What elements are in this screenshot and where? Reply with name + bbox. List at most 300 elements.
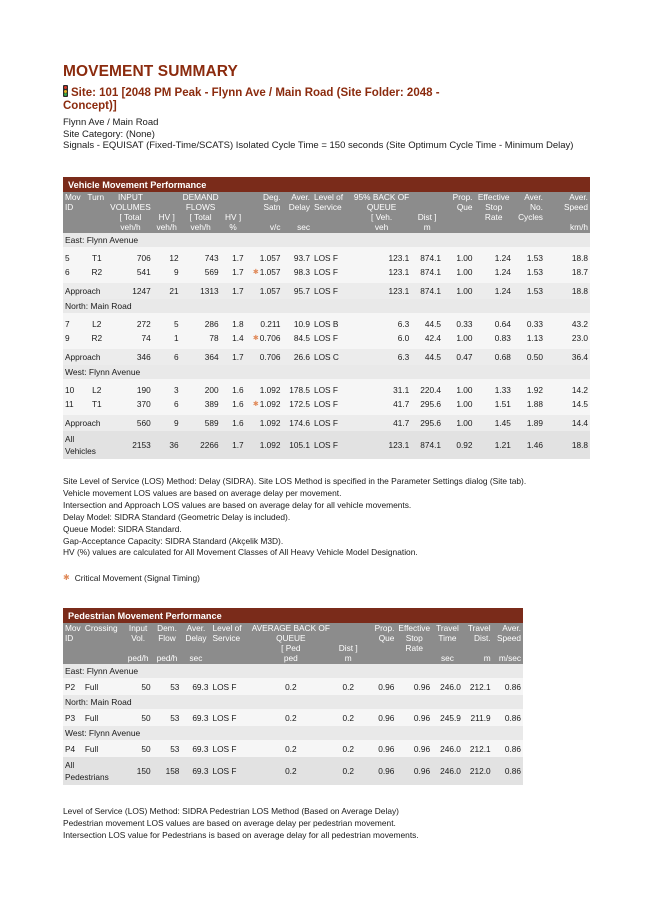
column-header: veh/h (108, 222, 153, 233)
cell-value: 0.706 (259, 333, 281, 343)
column-header: m/sec (493, 653, 523, 664)
cell-flow: 53 (153, 678, 182, 695)
cell-spd: 36.4 (545, 349, 590, 365)
cell-turn: L2 (85, 317, 108, 331)
column-header: QUEUE (352, 202, 411, 212)
cell-cyc: 1.92 (513, 383, 545, 397)
cell-que: 0.96 (365, 709, 397, 726)
cell-cyc: 0.50 (513, 349, 545, 365)
cell-dhv: 1.6 (221, 383, 246, 397)
cell-los: LOS F (312, 431, 352, 459)
cell-id: P2 (63, 678, 83, 695)
column-header (493, 643, 523, 653)
column-header: Speed (493, 633, 523, 643)
cell-cyc: 1.53 (513, 251, 545, 265)
cell-satn (246, 331, 283, 345)
column-header: Rate (475, 212, 513, 222)
cell-delay: 10.9 (283, 317, 312, 331)
column-header: sec (432, 653, 463, 664)
cell-dtot: 589 (181, 415, 221, 431)
column-header: INPUT (108, 192, 153, 202)
approach-name: West: Flynn Avenue (63, 365, 590, 379)
cell-spd: 18.7 (545, 265, 590, 279)
cell-delay: 69.3 (181, 757, 210, 785)
cell-veh: 6.0 (352, 331, 411, 345)
cell-spd: 14.4 (545, 415, 590, 431)
cell-spd: 0.86 (493, 678, 523, 695)
column-header: Time (432, 633, 463, 643)
cell-tot: 74 (108, 331, 153, 345)
cell-crossing: Full (83, 740, 124, 757)
all-vehicles-row (63, 431, 590, 459)
column-header: Crossing (83, 623, 124, 633)
approach-group-header (63, 299, 590, 313)
cell-id: P4 (63, 740, 83, 757)
cell-stop: 1.24 (475, 265, 513, 279)
column-header: No. (513, 202, 545, 212)
cell-los: LOS F (210, 678, 249, 695)
cell-stop: 1.33 (475, 383, 513, 397)
column-header: km/h (545, 222, 590, 233)
note-line: Gap-Acceptance Capacity: SIDRA Standard (Akçelik M3D). (63, 535, 284, 546)
cell-hv: 36 (153, 431, 181, 459)
crossing-group-header (63, 726, 523, 740)
approach-name: East: Flynn Avenue (63, 664, 523, 678)
header-row (63, 222, 590, 233)
cell-dist: 0.2 (332, 678, 365, 695)
cell-los: LOS F (210, 740, 249, 757)
cell-que: 0.92 (443, 431, 474, 459)
cell-cyc: 1.13 (513, 331, 545, 345)
column-header: HV ] (153, 212, 181, 222)
cell-hv: 12 (153, 251, 181, 265)
column-header (83, 643, 124, 653)
cell-los: LOS B (312, 317, 352, 331)
cell-dist: 874.1 (411, 265, 443, 279)
cell-delay: 69.3 (181, 678, 210, 695)
column-header (463, 643, 493, 653)
cell-value: 1.057 (259, 267, 281, 277)
column-header: AVERAGE BACK OF (251, 623, 330, 633)
cell-que: 1.00 (443, 383, 474, 397)
column-header: Aver. (493, 623, 523, 633)
site-title-text: Site: 101 [2048 PM Peak - Flynn Ave / Main Road (Site Folder: 2048 - Concept)] (63, 87, 440, 112)
column-header: Aver. (283, 192, 312, 202)
cell-tdist: 212.1 (463, 740, 493, 757)
header-row (63, 202, 590, 212)
cell-stop: 0.96 (396, 678, 432, 695)
header-row (63, 653, 523, 664)
approach-label: Approach (63, 415, 108, 431)
table-row (63, 331, 590, 345)
cell-dist: 220.4 (411, 383, 443, 397)
vehicles-label: Vehicles (65, 446, 96, 456)
cell-tot: 370 (108, 397, 153, 411)
cell-ped: 0.2 (250, 709, 332, 726)
column-header (85, 212, 108, 222)
approach-group-header (63, 233, 590, 247)
column-header (411, 192, 443, 202)
column-header: Level of (312, 192, 352, 202)
cell-stop: 0.96 (396, 709, 432, 726)
cell-id: 5 (63, 251, 85, 265)
column-header: Input (124, 623, 153, 633)
cell-tdist: 212.1 (463, 678, 493, 695)
cell-dhv: 1.7 (221, 283, 246, 299)
column-header: [ Total (108, 212, 153, 222)
vehicle-notes (63, 476, 583, 559)
cell-los: LOS F (312, 265, 352, 279)
column-header (85, 222, 108, 233)
column-header (83, 653, 124, 664)
table-row (63, 251, 590, 265)
approach-group-header (63, 365, 590, 379)
note-line: Delay Model: SIDRA Standard (Geometric Delay is included). (63, 511, 291, 522)
cell-satn (246, 265, 283, 279)
cell-dist: 0.2 (332, 709, 365, 726)
column-header: Stop (396, 633, 432, 643)
cell-spd: 0.86 (493, 757, 523, 785)
column-header: Que (443, 202, 474, 212)
table-title: Pedestrian Movement Performance (63, 608, 523, 623)
cell-los: LOS C (312, 349, 352, 365)
crossing-group-header (63, 664, 523, 678)
cell-spd: 18.8 (545, 431, 590, 459)
cell-spd: 18.8 (545, 251, 590, 265)
cell-id: 6 (63, 265, 85, 279)
column-header: ID (63, 633, 83, 643)
approach-name: East: Flynn Avenue (63, 233, 590, 247)
cell-dist: 44.5 (411, 349, 443, 365)
cell-vol: 50 (124, 678, 153, 695)
cell-los: LOS F (210, 709, 249, 726)
column-header: sec (181, 653, 210, 664)
cell-id: 9 (63, 331, 85, 345)
column-header (83, 633, 124, 643)
column-header: 95% BACK OF (353, 192, 410, 202)
critical-movement-icon: ✱ (252, 269, 259, 276)
approach-name: North: Main Road (63, 299, 590, 313)
cell-los: LOS F (312, 383, 352, 397)
column-header: veh/h (153, 222, 181, 233)
column-header (513, 222, 545, 233)
cell-que: 1.00 (443, 251, 474, 265)
cell-hv: 6 (153, 397, 181, 411)
cell-delay: 69.3 (181, 740, 210, 757)
column-header: Turn (85, 192, 108, 202)
column-header: Flow (153, 633, 182, 643)
column-header (63, 643, 83, 653)
column-header: veh (352, 222, 411, 233)
cell-dist: 42.4 (411, 331, 443, 345)
cell-flow: 53 (153, 740, 182, 757)
header-row (63, 212, 590, 222)
cell-dist: 0.2 (332, 740, 365, 757)
site-title (63, 85, 483, 113)
cell-vol: 50 (124, 740, 153, 757)
cell-tot: 2153 (108, 431, 153, 459)
cell-dhv: 1.8 (221, 317, 246, 331)
cell-dtot: 1313 (181, 283, 221, 299)
note-line: Level of Service (LOS) Method: SIDRA Pedestrian LOS Method (Based on Average Delay) (63, 806, 399, 816)
column-header: Vol. (124, 633, 153, 643)
column-header: Dist ] (411, 212, 443, 222)
cell-flow: 53 (153, 709, 182, 726)
cell-dtot: 2266 (181, 431, 221, 459)
column-header (443, 222, 474, 233)
cell-dtot: 78 (181, 331, 221, 345)
cell-value: 1.092 (259, 399, 281, 409)
column-header (153, 192, 181, 202)
pedestrian-movement-table (63, 608, 523, 785)
cell-dist: 295.6 (411, 397, 443, 411)
column-header (124, 643, 153, 653)
cell-dist: 874.1 (411, 283, 443, 299)
cell-dhv: 1.6 (221, 397, 246, 411)
cell-los: LOS F (312, 283, 352, 299)
cell-dhv: 1.7 (221, 251, 246, 265)
column-header: Cycles (513, 212, 545, 222)
cell-veh: 31.1 (352, 383, 411, 397)
column-header (475, 222, 513, 233)
cell-spd: 0.86 (493, 740, 523, 757)
column-header: Dist ] (332, 643, 365, 653)
cell-dhv: 1.4 (221, 331, 246, 345)
cell-tot: 706 (108, 251, 153, 265)
column-header: Satn (246, 202, 283, 212)
cell-spd: 43.2 (545, 317, 590, 331)
cell-time: 246.0 (432, 678, 463, 695)
cell-dhv: 1.7 (221, 349, 246, 365)
cell-cyc: 1.46 (513, 431, 545, 459)
cell-delay: 95.7 (283, 283, 312, 299)
column-header: Rate (396, 643, 432, 653)
cell-los: LOS F (312, 251, 352, 265)
cell-delay: 98.3 (283, 265, 312, 279)
cell-time: 246.0 (432, 740, 463, 757)
approach-total-row (63, 349, 590, 365)
column-header (210, 643, 249, 653)
cell-stop: 1.45 (475, 415, 513, 431)
critical-legend-text: Critical Movement (Signal Timing) (74, 573, 200, 583)
table-row (63, 317, 590, 331)
cell-los: LOS F (312, 331, 352, 345)
cell-cyc: 1.89 (513, 415, 545, 431)
cell-vol: 50 (124, 709, 153, 726)
approach-label: Approach (63, 283, 108, 299)
cell-que: 1.00 (443, 265, 474, 279)
cell-vol: 150 (124, 757, 153, 785)
column-header (246, 212, 283, 222)
cell-hv: 5 (153, 317, 181, 331)
cell-satn: 1.092 (246, 431, 283, 459)
critical-movement-icon: ✱ (252, 401, 259, 408)
critical-legend (63, 573, 200, 583)
column-header: Service (210, 633, 249, 643)
cell-crossing: Full (83, 709, 124, 726)
column-header: FLOWS (181, 202, 221, 212)
cell-dist: 874.1 (411, 251, 443, 265)
column-header (432, 643, 463, 653)
pedestrians-label: Pedestrians (65, 772, 109, 782)
cell-stop: 0.64 (475, 317, 513, 331)
column-header (545, 212, 590, 222)
approach-name: North: Main Road (63, 695, 523, 709)
column-header (63, 212, 85, 222)
cell-los: LOS F (312, 415, 352, 431)
note-line: Pedestrian movement LOS values are based on average delay per pedestrian movement. (63, 817, 396, 828)
header-row (63, 643, 523, 653)
column-header (153, 202, 181, 212)
cell-tot: 190 (108, 383, 153, 397)
column-header (181, 643, 210, 653)
column-header: Service (312, 202, 352, 212)
cell-veh: 41.7 (352, 415, 411, 431)
column-header: Stop (475, 202, 513, 212)
cell-que: 0.96 (365, 678, 397, 695)
all-pedestrians-label (63, 757, 124, 785)
cell-dist: 874.1 (411, 431, 443, 459)
column-header: Delay (283, 202, 312, 212)
cell-que: 1.00 (443, 415, 474, 431)
column-header: Dem. (153, 623, 182, 633)
column-header: ped/h (153, 653, 182, 664)
cell-que: 1.00 (443, 331, 474, 345)
column-header: Aver. (545, 192, 590, 202)
column-header: ped/h (124, 653, 153, 664)
cell-dhv: 1.7 (221, 265, 246, 279)
column-header: Aver. (181, 623, 210, 633)
traffic-signal-icon (63, 85, 68, 97)
cell-delay: 84.5 (283, 331, 312, 345)
cell-que: 0.96 (365, 757, 397, 785)
cell-stop: 0.96 (396, 757, 432, 785)
column-header (332, 623, 365, 633)
table-row (63, 709, 523, 726)
column-header (221, 202, 246, 212)
cell-cyc: 0.33 (513, 317, 545, 331)
column-header: Effective (398, 623, 431, 633)
crossing-group-header (63, 695, 523, 709)
column-header: Effective (475, 192, 513, 202)
all-label: All (65, 760, 75, 770)
site-info-category: Site Category: (None) (63, 128, 155, 140)
column-header: m (332, 653, 365, 664)
column-header: Mov (63, 192, 85, 202)
column-header: ped (250, 653, 332, 664)
column-header: Prop. (365, 623, 397, 633)
cell-spd: 0.86 (493, 709, 523, 726)
cell-los: LOS F (312, 397, 352, 411)
cell-stop: 1.24 (475, 283, 513, 299)
cell-hv: 9 (153, 265, 181, 279)
cell-id: 7 (63, 317, 85, 331)
cell-delay: 69.3 (181, 709, 210, 726)
note-line: Queue Model: SIDRA Standard. (63, 523, 182, 534)
site-info-location: Flynn Ave / Main Road (63, 117, 159, 128)
column-header: m (463, 653, 493, 664)
cell-stop: 0.68 (475, 349, 513, 365)
column-header: [ Total (181, 212, 221, 222)
cell-turn: T1 (85, 397, 108, 411)
cell-cyc: 1.88 (513, 397, 545, 411)
cell-delay: 174.6 (283, 415, 312, 431)
cell-stop: 1.51 (475, 397, 513, 411)
cell-delay: 93.7 (283, 251, 312, 265)
approach-label: Approach (63, 349, 108, 365)
column-header: Mov (63, 623, 83, 633)
column-header: Prop. (443, 192, 474, 202)
cell-los: LOS F (210, 757, 249, 785)
note-line: HV (%) values are calculated for All Movement Classes of All Heavy Vehicle Model Designation. (63, 547, 418, 558)
note-line: Vehicle movement LOS values are based on average delay per movement. (63, 487, 342, 498)
column-header (221, 192, 246, 202)
note-line: Intersection and Approach LOS values are based on average delay for all vehicle movements. (63, 499, 412, 510)
cell-satn: 1.092 (246, 383, 283, 397)
header-row (63, 633, 523, 643)
cell-cyc: 1.53 (513, 283, 545, 299)
cell-satn: 0.211 (246, 317, 283, 331)
column-header: v/c (246, 222, 283, 233)
column-header: % (221, 222, 246, 233)
site-info (63, 117, 583, 152)
column-header: HV ] (221, 212, 246, 222)
column-header (443, 212, 474, 222)
cell-hv: 3 (153, 383, 181, 397)
column-header (396, 653, 432, 664)
column-header: ID (63, 202, 85, 212)
cell-spd: 23.0 (545, 331, 590, 345)
column-header: m (411, 222, 443, 233)
column-header (312, 222, 352, 233)
cell-turn: T1 (85, 251, 108, 265)
column-header: Level of (210, 623, 249, 633)
column-header (365, 653, 397, 664)
cell-turn: L2 (85, 383, 108, 397)
pedestrian-notes (63, 806, 583, 842)
approach-total-row (63, 283, 590, 299)
table-title: Vehicle Movement Performance (63, 177, 590, 192)
cell-satn: 0.706 (246, 349, 283, 365)
site-info-signals: Signals - EQUISAT (Fixed-Time/SCATS) Isolated Cycle Time = 150 seconds (Site Optimum Cycle Time - Minimum Delay) (63, 140, 574, 152)
column-header (63, 222, 85, 233)
column-header (85, 202, 108, 212)
column-header: Que (365, 633, 397, 643)
column-header (153, 643, 182, 653)
column-header (210, 653, 249, 664)
table-row (63, 397, 590, 411)
cell-dtot: 286 (181, 317, 221, 331)
cell-stop: 0.83 (475, 331, 513, 345)
cell-id: 10 (63, 383, 85, 397)
cell-veh: 6.3 (352, 349, 411, 365)
table-row (63, 740, 523, 757)
cell-que: 1.00 (443, 397, 474, 411)
cell-ped: 0.2 (250, 740, 332, 757)
column-header: Travel (432, 623, 463, 633)
cell-dtot: 200 (181, 383, 221, 397)
cell-satn (246, 397, 283, 411)
cell-dtot: 389 (181, 397, 221, 411)
column-header: Speed (545, 202, 590, 212)
cell-flow: 158 (153, 757, 182, 785)
cell-stop: 1.24 (475, 251, 513, 265)
cell-veh: 123.1 (352, 283, 411, 299)
cell-que: 0.47 (443, 349, 474, 365)
cell-delay: 26.6 (283, 349, 312, 365)
column-header (63, 653, 83, 664)
cell-que: 1.00 (443, 283, 474, 299)
